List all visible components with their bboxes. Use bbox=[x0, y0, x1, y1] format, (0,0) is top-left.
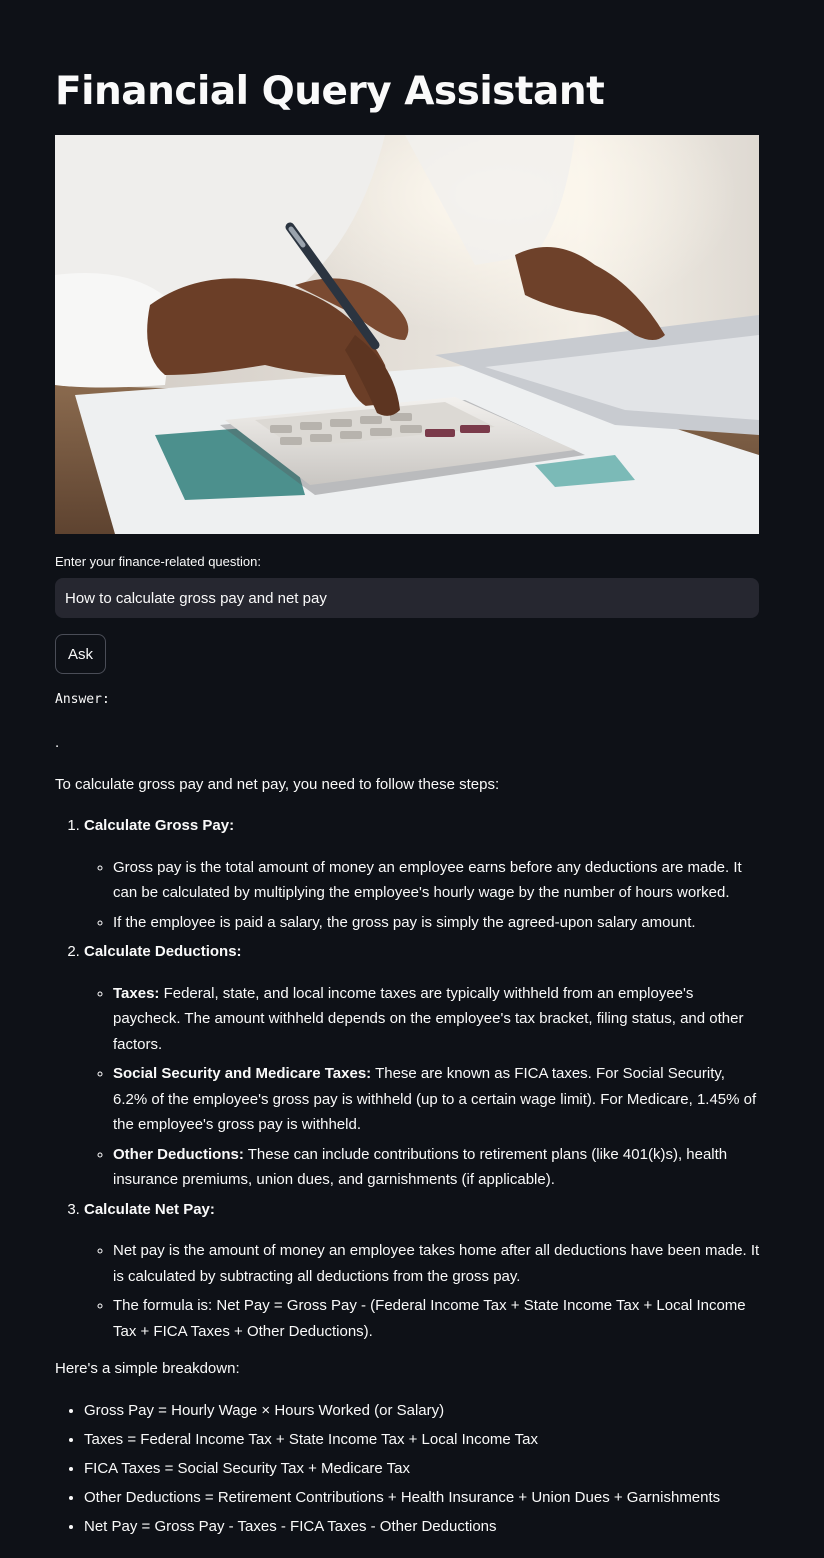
query-label: Enter your finance-related question: bbox=[55, 554, 261, 569]
step-item bbox=[84, 813, 763, 935]
list-item-text: Net pay is the amount of money an employee takes home after all deductions have been made. It is calculated by subtracting all deductions from the gross pay. bbox=[113, 1242, 760, 1285]
list-item bbox=[113, 1238, 763, 1289]
list-item bbox=[113, 1293, 763, 1344]
breakdown-item: • FICA Taxes = Social Security Tax + Medicare Tax bbox=[84, 1456, 763, 1482]
list-item-text: If the employee is paid a salary, the gross pay is simply the agreed-upon salary amount. bbox=[113, 913, 696, 931]
sub-list bbox=[84, 1238, 763, 1344]
list-item-bold: Social Security and Medicare Taxes: bbox=[113, 1065, 372, 1082]
list-item bbox=[113, 855, 763, 906]
step-title: Calculate Deductions: bbox=[84, 943, 242, 960]
list-item-text: Gross pay is the total amount of money an employee earns before any deductions are made. It can be calculated by multiplying the employee's hourly wage by the number of hours worked. bbox=[113, 858, 742, 901]
breakdown-list bbox=[55, 1398, 763, 1540]
breakdown-title: Here's a simple breakdown: bbox=[55, 1360, 240, 1377]
list-item bbox=[113, 981, 763, 1058]
step-item bbox=[84, 939, 763, 1193]
list-item bbox=[113, 1142, 763, 1193]
list-item bbox=[113, 1061, 763, 1138]
step-item bbox=[84, 1197, 763, 1345]
page-title: Financial Query Assistant bbox=[55, 69, 605, 114]
list-item-text: The formula is: Net Pay = Gross Pay - (Federal Income Tax + State Income Tax + Local Income Tax + FICA Taxes + Other Deductions). bbox=[113, 1297, 746, 1340]
breakdown-item: • Other Deductions = Retirement Contributions + Health Insurance + Union Dues + Garnishments bbox=[84, 1485, 763, 1511]
step-title: Calculate Net Pay: bbox=[84, 1200, 215, 1218]
answer-label: Answer: bbox=[55, 692, 110, 707]
list-item-bold: Taxes: bbox=[113, 984, 160, 1002]
breakdown-item: • Taxes = Federal Income Tax + State Income Tax + Local Income Tax bbox=[84, 1427, 763, 1453]
answer-body bbox=[55, 730, 763, 1543]
answer-dot: . bbox=[55, 734, 60, 751]
hero-image bbox=[55, 135, 759, 534]
list-item-text: Federal, state, and local income taxes are typically withheld from an employee's paycheck. The amount withheld depends on the employee's tax bracket, filing status, and other factors. bbox=[113, 984, 744, 1053]
sub-list bbox=[84, 855, 763, 936]
breakdown-item: • Net Pay = Gross Pay - Taxes - FICA Taxes - Other Deductions bbox=[84, 1514, 763, 1540]
breakdown-item: • Gross Pay = Hourly Wage × Hours Worked (or Salary) bbox=[84, 1398, 763, 1424]
list-item-text: These can include contributions to retirement plans (like 401(k)s), health insurance premiums, union dues, and garnishments (if applicable). bbox=[113, 1145, 728, 1188]
list-item-bold: Other Deductions: bbox=[113, 1145, 244, 1163]
sub-list bbox=[84, 981, 763, 1193]
steps-list bbox=[55, 813, 763, 1344]
list-item bbox=[113, 910, 763, 936]
question-input[interactable] bbox=[55, 578, 759, 618]
calculator-photo-icon bbox=[55, 135, 759, 534]
step-title: Calculate Gross Pay: bbox=[84, 817, 235, 834]
list-item-text: These are known as FICA taxes. For Social Security, 6.2% of the employee's gross pay is withheld (up to a certain wage limit). For Medicare, 1.45% of the employee's gross pay is withheld. bbox=[113, 1065, 757, 1133]
answer-intro: To calculate gross pay and net pay, you need to follow these steps: bbox=[55, 775, 500, 793]
ask-button[interactable]: Ask bbox=[55, 634, 106, 674]
